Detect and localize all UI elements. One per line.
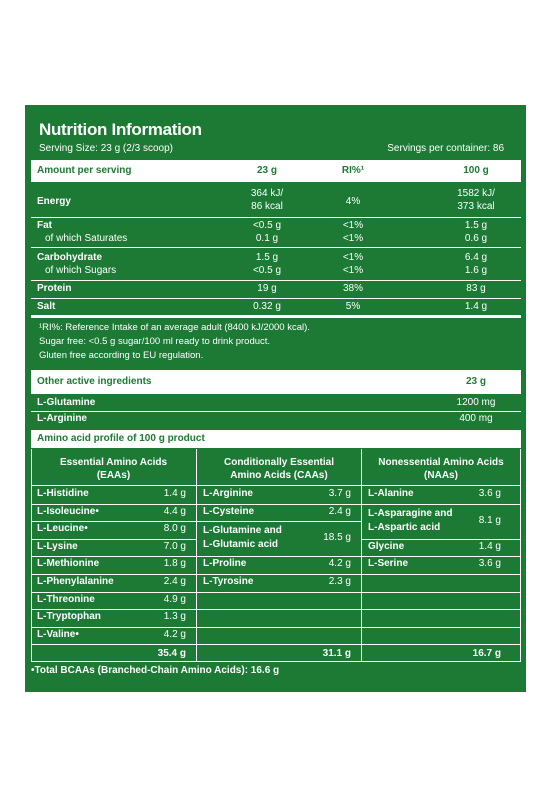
amount-per-serving-label: Amount per serving [37, 165, 132, 176]
servings-per-container: Servings per container: 86 [387, 143, 504, 154]
amino-acid-value: 3.7 g [328, 488, 351, 499]
amino-acid-name: L-Threonine [37, 593, 95, 605]
amino-acid-name: L-Leucine• [37, 523, 88, 535]
row-divider [196, 627, 361, 628]
divider [31, 298, 521, 299]
naa-column-header [362, 456, 520, 482]
eaa-column-header [31, 456, 196, 482]
header-col-23g: 23 g [256, 165, 277, 176]
divider [31, 247, 521, 248]
amino-acid-value: 2.3 g [328, 576, 351, 587]
amino-acid-value: 18.5 g [323, 532, 351, 544]
amino-acid-name: L-Aspartic acid [368, 521, 441, 533]
amino-acid-name: L-Alanine [368, 488, 414, 499]
nutrient-row-saturates [31, 233, 521, 246]
amino-acid-value: 2.4 g [328, 505, 351, 517]
amino-acid-name: L-Isoleucine• [37, 505, 99, 517]
row-divider [31, 521, 196, 522]
nutrient-value: 83 g [466, 283, 486, 294]
row-divider [196, 574, 361, 575]
row-divider [361, 609, 521, 610]
nutrient-row-fat [31, 220, 521, 233]
row-divider [361, 504, 521, 505]
nutrient-ri: <1% [342, 220, 364, 231]
row-divider [31, 627, 196, 628]
nutrient-value: 0.6 g [464, 233, 488, 244]
row-divider [361, 592, 521, 593]
nutrient-value: 373 kcal [457, 201, 495, 212]
sugar-free-note: Sugar free: <0.5 g sugar/100 ml ready to drink product. [39, 336, 271, 347]
row-divider [31, 556, 196, 557]
nutrient-value: 6.4 g [464, 252, 488, 263]
amino-acid-name: L-Asparagine and [368, 507, 453, 519]
amino-acid-value: 1.3 g [163, 611, 186, 623]
nutrition-panel [25, 105, 526, 692]
amino-profile-label: Amino acid profile of 100 g product [37, 433, 205, 444]
other-ingredients-label: Other active ingredients [37, 376, 152, 387]
nutrition-header [31, 160, 521, 182]
row-divider [196, 521, 361, 522]
nutrient-row-sugars [31, 265, 521, 278]
amino-acid-value: 4.9 g [163, 593, 186, 605]
ingredient-amount: 400 mg [459, 413, 493, 424]
nutrient-ri: <1% [342, 265, 364, 276]
nutrient-value: 86 kcal [251, 201, 283, 212]
nutrient-row-carbohydrate [31, 252, 521, 265]
column-header-line: Essential Amino Acids [59, 457, 168, 468]
nutrient-value: 1.4 g [464, 301, 488, 312]
amino-acid-name: L-Valine• [37, 628, 79, 640]
row-divider [31, 574, 196, 575]
amino-acid-name: L-Cysteine [203, 505, 255, 517]
amino-acid-value: 7.0 g [163, 540, 186, 552]
caa-total: 31.1 g [322, 648, 351, 659]
nutrient-name: Protein [37, 283, 72, 294]
column-header-line: Conditionally Essential [223, 457, 335, 468]
amino-acid-name: L-Phenylalanine [37, 576, 114, 587]
eaa-total: 35.4 g [157, 648, 186, 659]
amino-acid-table [31, 449, 521, 662]
nutrient-value: 1.6 g [464, 265, 488, 276]
nutrient-row-salt [31, 301, 521, 314]
divider [31, 411, 521, 412]
amino-acid-value: 1.4 g [478, 540, 501, 552]
amino-acid-value: 3.6 g [478, 558, 501, 570]
amino-acid-value: 1.4 g [163, 488, 186, 499]
serving-size: Serving Size: 23 g (2/3 scoop) [39, 143, 173, 154]
divider-thick [31, 315, 521, 318]
nutrient-value: 0.32 g [253, 301, 281, 312]
row-divider [196, 609, 361, 610]
nutrient-name: Energy [37, 196, 71, 207]
nutrient-ri: <1% [342, 252, 364, 263]
nutrient-value: 0.1 g [255, 233, 279, 244]
other-ingredient-row [31, 397, 521, 410]
nutrient-name: Salt [37, 301, 56, 312]
nutrient-name: of which Sugars [45, 265, 117, 276]
amino-acid-name: L-Arginine [203, 488, 253, 499]
amino-acid-name: L-Glutamic acid [203, 539, 279, 551]
grid-line [31, 661, 521, 662]
page-title: Nutrition Information [39, 120, 202, 139]
header-col-ri: RI%¹ [341, 165, 365, 176]
naa-total: 16.7 g [472, 648, 501, 659]
amino-acid-name: L-Tryptophan [37, 611, 101, 623]
amino-acid-name: Glycine [368, 540, 405, 552]
nutrient-value: 19 g [257, 283, 277, 294]
ingredient-name: L-Glutamine [37, 397, 96, 408]
nutrient-value: 1.5 g [255, 252, 279, 263]
nutrient-name: Carbohydrate [37, 252, 103, 263]
bcaa-total-note: •Total BCAAs (Branched-Chain Amino Acids): 16.6 g [31, 665, 280, 676]
nutrient-value: 364 kJ/ [250, 188, 284, 199]
nutrient-value: <0.5 g [252, 265, 282, 276]
row-divider [196, 504, 361, 505]
row-divider [31, 609, 196, 610]
other-ingredients-header [31, 370, 521, 394]
amino-acid-value: 3.6 g [478, 488, 501, 499]
header-col-100g: 100 g [463, 165, 489, 176]
amino-acid-name: L-Methionine [37, 558, 100, 570]
amino-acid-value: 4.2 g [328, 558, 351, 570]
amino-acid-name: L-Proline [203, 558, 247, 570]
divider [31, 280, 521, 281]
amino-acid-value: 8.1 g [478, 514, 501, 526]
amino-acid-value: 1.8 g [163, 558, 186, 570]
ingredient-amount: 1200 mg [456, 397, 496, 408]
ingredient-name: L-Arginine [37, 413, 87, 424]
amino-acid-value: 4.4 g [163, 505, 186, 517]
ri-footnote: ¹RI%: Reference Intake of an average adult (8400 kJ/2000 kcal). [39, 322, 310, 333]
amino-acid-name: L-Serine [368, 558, 409, 570]
nutrient-value: 1.5 g [464, 220, 488, 231]
amino-acid-name: L-Tyrosine [203, 576, 254, 587]
column-header-line: (NAAs) [424, 470, 458, 481]
amino-acid-name: L-Glutamine and [203, 525, 282, 537]
nutrient-value: 1582 kJ/ [457, 188, 495, 199]
row-divider [31, 504, 196, 505]
nutrient-name: of which Saturates [45, 233, 128, 244]
caa-column-header [197, 456, 361, 482]
other-ingredient-row [31, 413, 521, 426]
nutrient-row-energy [31, 187, 521, 217]
nutrient-ri: 4% [345, 196, 361, 207]
column-header-line: Nonessential Amino Acids [378, 457, 504, 468]
gluten-free-note: Gluten free according to EU regulation. [39, 350, 204, 361]
row-divider [196, 556, 361, 557]
nutrient-value: <0.5 g [252, 220, 282, 231]
nutrient-name: Fat [37, 220, 52, 231]
nutrient-ri: 5% [345, 301, 361, 312]
amino-acid-name: L-Lysine [37, 540, 78, 552]
nutrient-row-protein [31, 283, 521, 296]
column-header-line: (EAAs) [96, 470, 131, 481]
grid-line [31, 644, 521, 645]
row-divider [31, 539, 196, 540]
column-header-line: Amino Acids (CAAs) [230, 470, 328, 481]
amino-acid-value: 2.4 g [163, 576, 186, 587]
nutrient-ri: <1% [342, 233, 364, 244]
amino-acid-value: 4.2 g [163, 628, 186, 640]
row-divider [361, 627, 521, 628]
row-divider [196, 592, 361, 593]
amino-acid-value: 8.0 g [163, 523, 186, 535]
row-divider [31, 592, 196, 593]
row-divider [361, 574, 521, 575]
row-divider [361, 539, 521, 540]
amino-profile-header [31, 430, 521, 448]
amino-acid-name: L-Histidine [37, 488, 89, 499]
nutrient-ri: 38% [342, 283, 363, 294]
row-divider [361, 556, 521, 557]
divider [31, 217, 521, 218]
other-ingredients-amount: 23 g [465, 376, 486, 387]
grid-line [31, 485, 521, 486]
